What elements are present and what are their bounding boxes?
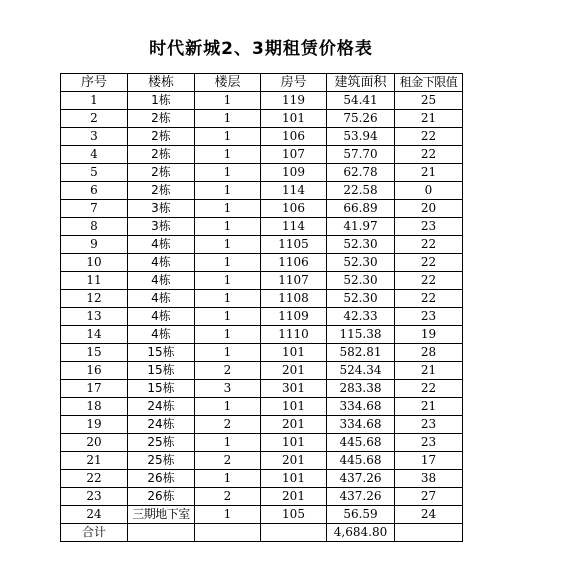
table-row bbox=[61, 344, 463, 362]
cell-building[interactable]: 三期地下室 bbox=[128, 506, 195, 524]
cell-room[interactable]: 101 bbox=[261, 110, 327, 128]
table-row bbox=[61, 380, 463, 398]
cell-room[interactable]: 114 bbox=[261, 182, 327, 200]
cell-building[interactable]: 2栋 bbox=[128, 182, 195, 200]
total-cell-empty[interactable] bbox=[261, 524, 327, 542]
total-cell-empty[interactable] bbox=[395, 524, 463, 542]
cell-floor[interactable]: 1 bbox=[195, 506, 261, 524]
cell-building[interactable]: 25栋 bbox=[128, 434, 195, 452]
cell-rent-min[interactable]: 27 bbox=[395, 488, 463, 506]
cell-rent-min[interactable]: 38 bbox=[395, 470, 463, 488]
cell-area[interactable]: 437.26 bbox=[327, 470, 395, 488]
cell-index[interactable]: 17 bbox=[61, 380, 128, 398]
table-row bbox=[61, 398, 463, 416]
cell-building[interactable]: 2栋 bbox=[128, 164, 195, 182]
cell-rent-min[interactable]: 20 bbox=[395, 200, 463, 218]
header-row bbox=[61, 74, 463, 92]
cell-room[interactable]: 201 bbox=[261, 362, 327, 380]
cell-room[interactable]: 109 bbox=[261, 164, 327, 182]
header-rent-min[interactable]: 租金下限值 bbox=[395, 74, 463, 92]
table-row bbox=[61, 470, 463, 488]
total-label[interactable]: 合计 bbox=[61, 524, 128, 542]
cell-rent-min[interactable]: 23 bbox=[395, 434, 463, 452]
cell-rent-min[interactable]: 22 bbox=[395, 290, 463, 308]
cell-rent-min[interactable]: 21 bbox=[395, 362, 463, 380]
cell-room[interactable]: 1108 bbox=[261, 290, 327, 308]
cell-room[interactable]: 1110 bbox=[261, 326, 327, 344]
cell-area[interactable]: 334.68 bbox=[327, 398, 395, 416]
cell-rent-min[interactable]: 19 bbox=[395, 326, 463, 344]
cell-index[interactable]: 23 bbox=[61, 488, 128, 506]
cell-floor[interactable]: 1 bbox=[195, 200, 261, 218]
cell-index[interactable]: 4 bbox=[61, 146, 128, 164]
cell-floor[interactable]: 1 bbox=[195, 254, 261, 272]
cell-room[interactable]: 201 bbox=[261, 416, 327, 434]
cell-index[interactable]: 24 bbox=[61, 506, 128, 524]
cell-rent-min[interactable]: 24 bbox=[395, 506, 463, 524]
cell-index[interactable]: 12 bbox=[61, 290, 128, 308]
cell-floor[interactable]: 1 bbox=[195, 236, 261, 254]
cell-room[interactable]: 201 bbox=[261, 452, 327, 470]
cell-room[interactable]: 1107 bbox=[261, 272, 327, 290]
cell-room[interactable]: 101 bbox=[261, 434, 327, 452]
cell-floor[interactable]: 1 bbox=[195, 434, 261, 452]
cell-area[interactable]: 62.78 bbox=[327, 164, 395, 182]
cell-area[interactable]: 445.68 bbox=[327, 434, 395, 452]
cell-building[interactable]: 2栋 bbox=[128, 128, 195, 146]
total-cell-empty[interactable] bbox=[128, 524, 195, 542]
table-row bbox=[61, 92, 463, 110]
cell-area[interactable]: 57.70 bbox=[327, 146, 395, 164]
cell-room[interactable]: 119 bbox=[261, 92, 327, 110]
table-row bbox=[61, 488, 463, 506]
cell-area[interactable]: 437.26 bbox=[327, 488, 395, 506]
cell-floor[interactable]: 1 bbox=[195, 164, 261, 182]
table-row bbox=[61, 416, 463, 434]
table-row bbox=[61, 272, 463, 290]
cell-floor[interactable]: 1 bbox=[195, 92, 261, 110]
cell-floor[interactable]: 2 bbox=[195, 452, 261, 470]
cell-floor[interactable]: 2 bbox=[195, 362, 261, 380]
cell-building[interactable]: 4栋 bbox=[128, 236, 195, 254]
total-row bbox=[61, 524, 463, 542]
cell-index[interactable]: 2 bbox=[61, 110, 128, 128]
cell-index[interactable]: 3 bbox=[61, 128, 128, 146]
cell-building[interactable]: 1栋 bbox=[128, 92, 195, 110]
cell-index[interactable]: 11 bbox=[61, 272, 128, 290]
cell-area[interactable]: 334.68 bbox=[327, 416, 395, 434]
cell-building[interactable]: 4栋 bbox=[128, 254, 195, 272]
cell-floor[interactable]: 2 bbox=[195, 416, 261, 434]
cell-building[interactable]: 24栋 bbox=[128, 398, 195, 416]
cell-room[interactable]: 114 bbox=[261, 218, 327, 236]
table-row bbox=[61, 308, 463, 326]
cell-index[interactable]: 5 bbox=[61, 164, 128, 182]
table-row bbox=[61, 146, 463, 164]
table-row bbox=[61, 434, 463, 452]
cell-building[interactable]: 2栋 bbox=[128, 110, 195, 128]
cell-building[interactable]: 2栋 bbox=[128, 146, 195, 164]
cell-building[interactable]: 25栋 bbox=[128, 452, 195, 470]
cell-floor[interactable]: 1 bbox=[195, 308, 261, 326]
cell-area[interactable]: 42.33 bbox=[327, 308, 395, 326]
cell-building[interactable]: 4栋 bbox=[128, 290, 195, 308]
cell-floor[interactable]: 1 bbox=[195, 146, 261, 164]
cell-rent-min[interactable]: 22 bbox=[395, 146, 463, 164]
cell-index[interactable]: 1 bbox=[61, 92, 128, 110]
cell-area[interactable]: 52.30 bbox=[327, 290, 395, 308]
cell-area[interactable]: 52.30 bbox=[327, 272, 395, 290]
table-row bbox=[61, 110, 463, 128]
cell-rent-min[interactable]: 23 bbox=[395, 416, 463, 434]
cell-room[interactable]: 101 bbox=[261, 470, 327, 488]
cell-index[interactable]: 20 bbox=[61, 434, 128, 452]
cell-rent-min[interactable]: 22 bbox=[395, 128, 463, 146]
cell-room[interactable]: 201 bbox=[261, 488, 327, 506]
cell-area[interactable]: 41.97 bbox=[327, 218, 395, 236]
cell-room[interactable]: 106 bbox=[261, 128, 327, 146]
cell-rent-min[interactable]: 22 bbox=[395, 272, 463, 290]
total-cell-empty[interactable] bbox=[195, 524, 261, 542]
table-row bbox=[61, 164, 463, 182]
table-row bbox=[61, 362, 463, 380]
table-row bbox=[61, 326, 463, 344]
cell-building[interactable]: 4栋 bbox=[128, 308, 195, 326]
cell-rent-min[interactable]: 0 bbox=[395, 182, 463, 200]
cell-room[interactable]: 1105 bbox=[261, 236, 327, 254]
cell-area[interactable]: 582.81 bbox=[327, 344, 395, 362]
cell-floor[interactable]: 1 bbox=[195, 398, 261, 416]
cell-building[interactable]: 24栋 bbox=[128, 416, 195, 434]
cell-rent-min[interactable]: 28 bbox=[395, 344, 463, 362]
cell-area[interactable]: 524.34 bbox=[327, 362, 395, 380]
header-area[interactable]: 建筑面积 bbox=[327, 74, 395, 92]
cell-index[interactable]: 8 bbox=[61, 218, 128, 236]
cell-floor[interactable]: 1 bbox=[195, 326, 261, 344]
cell-room[interactable]: 1106 bbox=[261, 254, 327, 272]
cell-building[interactable]: 26栋 bbox=[128, 488, 195, 506]
table-row bbox=[61, 290, 463, 308]
cell-index[interactable]: 15 bbox=[61, 344, 128, 362]
cell-index[interactable]: 16 bbox=[61, 362, 128, 380]
cell-building[interactable]: 3栋 bbox=[128, 200, 195, 218]
header-floor[interactable]: 楼层 bbox=[195, 74, 261, 92]
cell-index[interactable]: 22 bbox=[61, 470, 128, 488]
cell-area[interactable]: 75.26 bbox=[327, 110, 395, 128]
table-body bbox=[61, 92, 463, 524]
table-row bbox=[61, 506, 463, 524]
cell-rent-min[interactable]: 25 bbox=[395, 92, 463, 110]
cell-room[interactable]: 1109 bbox=[261, 308, 327, 326]
table-row bbox=[61, 236, 463, 254]
cell-floor[interactable]: 1 bbox=[195, 128, 261, 146]
cell-index[interactable]: 14 bbox=[61, 326, 128, 344]
cell-building[interactable]: 15栋 bbox=[128, 380, 195, 398]
cell-room[interactable]: 101 bbox=[261, 398, 327, 416]
table-row bbox=[61, 128, 463, 146]
table-row bbox=[61, 182, 463, 200]
table-row bbox=[61, 218, 463, 236]
cell-area[interactable]: 283.38 bbox=[327, 380, 395, 398]
cell-rent-min[interactable]: 22 bbox=[395, 254, 463, 272]
cell-rent-min[interactable]: 21 bbox=[395, 398, 463, 416]
cell-area[interactable]: 52.30 bbox=[327, 254, 395, 272]
header-building[interactable]: 楼栋 bbox=[128, 74, 195, 92]
cell-rent-min[interactable]: 22 bbox=[395, 236, 463, 254]
cell-index[interactable]: 7 bbox=[61, 200, 128, 218]
cell-floor[interactable]: 3 bbox=[195, 380, 261, 398]
header-room[interactable]: 房号 bbox=[261, 74, 327, 92]
cell-area[interactable]: 56.59 bbox=[327, 506, 395, 524]
cell-rent-min[interactable]: 17 bbox=[395, 452, 463, 470]
total-area[interactable]: 4,684.80 bbox=[327, 524, 395, 542]
cell-floor[interactable]: 2 bbox=[195, 488, 261, 506]
cell-building[interactable]: 4栋 bbox=[128, 272, 195, 290]
cell-floor[interactable]: 1 bbox=[195, 110, 261, 128]
cell-floor[interactable]: 1 bbox=[195, 470, 261, 488]
cell-area[interactable]: 115.38 bbox=[327, 326, 395, 344]
cell-index[interactable]: 21 bbox=[61, 452, 128, 470]
cell-building[interactable]: 15栋 bbox=[128, 344, 195, 362]
cell-area[interactable]: 22.58 bbox=[327, 182, 395, 200]
cell-room[interactable]: 107 bbox=[261, 146, 327, 164]
cell-floor[interactable]: 1 bbox=[195, 218, 261, 236]
cell-building[interactable]: 3栋 bbox=[128, 218, 195, 236]
cell-building[interactable]: 4栋 bbox=[128, 326, 195, 344]
cell-room[interactable]: 101 bbox=[261, 344, 327, 362]
header-index[interactable]: 序号 bbox=[61, 74, 128, 92]
cell-building[interactable]: 26栋 bbox=[128, 470, 195, 488]
cell-area[interactable]: 54.41 bbox=[327, 92, 395, 110]
cell-building[interactable]: 15栋 bbox=[128, 362, 195, 380]
cell-area[interactable]: 445.68 bbox=[327, 452, 395, 470]
cell-floor[interactable]: 1 bbox=[195, 344, 261, 362]
cell-room[interactable]: 105 bbox=[261, 506, 327, 524]
cell-index[interactable]: 6 bbox=[61, 182, 128, 200]
cell-area[interactable]: 66.89 bbox=[327, 200, 395, 218]
cell-index[interactable]: 13 bbox=[61, 308, 128, 326]
table-row bbox=[61, 254, 463, 272]
cell-index[interactable]: 10 bbox=[61, 254, 128, 272]
cell-room[interactable]: 301 bbox=[261, 380, 327, 398]
rental-price-table bbox=[60, 73, 463, 542]
cell-rent-min[interactable]: 21 bbox=[395, 164, 463, 182]
cell-rent-min[interactable]: 23 bbox=[395, 218, 463, 236]
cell-floor[interactable]: 1 bbox=[195, 290, 261, 308]
cell-floor[interactable]: 1 bbox=[195, 272, 261, 290]
cell-index[interactable]: 19 bbox=[61, 416, 128, 434]
cell-index[interactable]: 9 bbox=[61, 236, 128, 254]
sheet-title: 时代新城2、3期租赁价格表 bbox=[149, 39, 373, 59]
table-row bbox=[61, 200, 463, 218]
cell-rent-min[interactable]: 23 bbox=[395, 308, 463, 326]
cell-room[interactable]: 106 bbox=[261, 200, 327, 218]
cell-rent-min[interactable]: 21 bbox=[395, 110, 463, 128]
cell-index[interactable]: 18 bbox=[61, 398, 128, 416]
cell-floor[interactable]: 1 bbox=[195, 182, 261, 200]
table-row bbox=[61, 452, 463, 470]
cell-area[interactable]: 52.30 bbox=[327, 236, 395, 254]
cell-area[interactable]: 53.94 bbox=[327, 128, 395, 146]
cell-rent-min[interactable]: 22 bbox=[395, 380, 463, 398]
